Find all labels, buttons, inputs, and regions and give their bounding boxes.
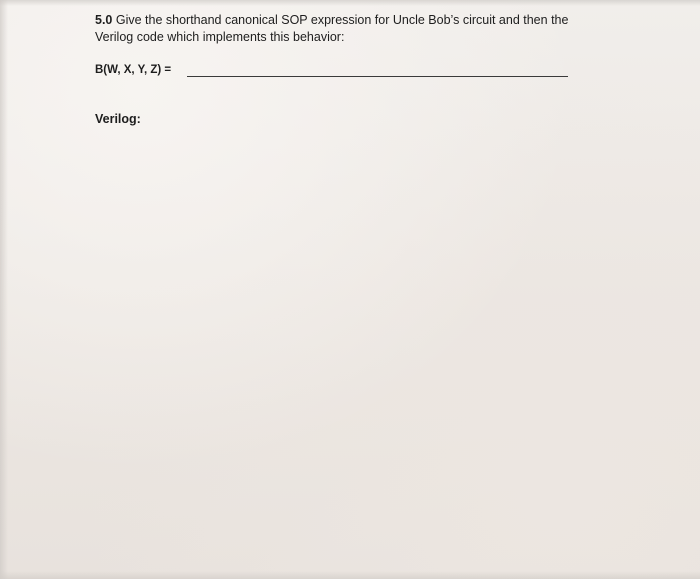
page-bottom-shadow	[0, 571, 700, 579]
expression-label: B(W, X, Y, Z) =	[95, 64, 172, 76]
expression-row	[95, 64, 575, 82]
question-number: 5.0	[95, 13, 113, 27]
question-text	[95, 12, 575, 46]
verilog-label: Verilog:	[95, 112, 141, 126]
page-top-shadow	[0, 0, 700, 6]
question-body: Give the shorthand canonical SOP expression for Uncle Bob’s circuit and then the Verilog code which implements this behavior:	[95, 13, 569, 44]
answer-blank-line[interactable]	[187, 76, 568, 77]
page-left-shadow	[0, 0, 8, 579]
